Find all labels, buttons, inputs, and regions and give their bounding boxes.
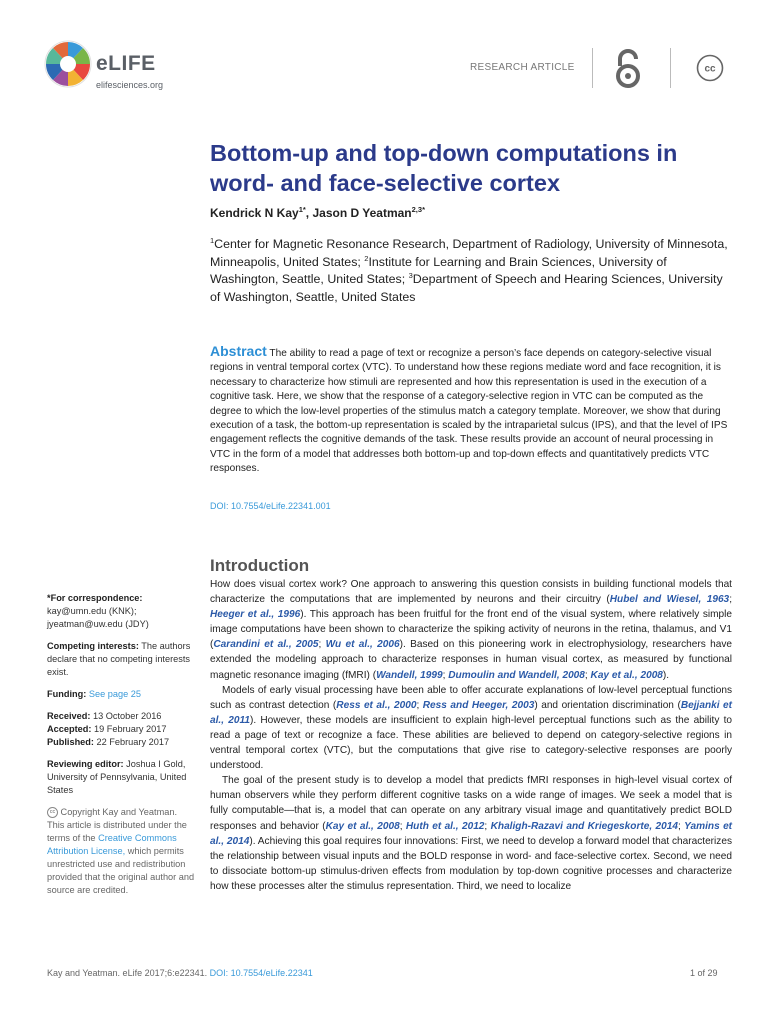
brand-name: eLIFE [96, 52, 156, 75]
competing-interests [47, 640, 195, 679]
citation-link[interactable]: Heeger et al., 1996 [210, 609, 301, 621]
intro-body [210, 577, 732, 894]
citation-link[interactable]: Huth et al., 2012 [405, 820, 485, 832]
correspondence [47, 592, 195, 631]
article-info-sidebar [47, 592, 195, 906]
received-date [47, 710, 195, 723]
info-text: which permits unrestricted use and redistribution provided that the original author and source are credited. [47, 846, 195, 895]
body-text: How does visual cortex work? One approach to answering this question consists in building functional models that characterize the computations that are implemented by neurons and their circuitry ( [210, 579, 732, 606]
info-text: 13 October 2016 [90, 711, 162, 721]
author-list [210, 206, 425, 220]
info-label: *For correspondence: [47, 593, 143, 603]
info-text: 19 February 2017 [91, 724, 167, 734]
elife-logo-icon [44, 40, 92, 88]
info-label: Reviewing editor: [47, 759, 124, 769]
body-text: ; [416, 699, 423, 711]
author-separator: , [305, 206, 313, 220]
author-name[interactable]: Kendrick N Kay [210, 206, 299, 220]
citation-link[interactable]: Wu et al., 2006 [325, 639, 400, 651]
affil-text: Institute for Learning and Brain Sciences, University of Washington, Seattle, United States; [210, 254, 667, 286]
affil-mark: 3 [408, 270, 413, 280]
citation-text: Kay and Yeatman. eLife 2017;6:e22341. [47, 968, 210, 978]
article-type-label: RESEARCH ARTICLE [470, 62, 575, 73]
citation-link[interactable]: Kay et al., 2008 [325, 820, 400, 832]
affil-mark: 2 [364, 253, 369, 263]
correspondence-emails[interactable]: kay@umn.edu (KNK); jyeatman@uw.edu (JDY) [47, 606, 149, 629]
citation-link[interactable]: Wandell, 1999 [376, 669, 443, 681]
body-text: ). [662, 669, 670, 681]
cc-license-icon [696, 54, 724, 82]
citation-link[interactable]: Yamins et al., 2014 [210, 820, 733, 847]
body-text: ; [442, 669, 449, 681]
abstract-text: The ability to read a page of text or recognize a person’s face depends on category-selective visual regions in ventral temporal cortex (VTC). To understand how these regions mediate word and face recognition, it is necessary to characterize how stimuli are represented and how this representation is used in the execution of a cognitive task. Here, we show that the response of a category-selective region in VTC can be computed as the degree to which the low-level properties of the stimulus match a category template. Moreover, we show that during execution of a task, the bottom-up representation is scaled by the intraparietal sulcus (IPS), and that the level of IPS engagement reflects the cognitive demands of the task. These results provide an account of neural processing in VTC in the form of a model that addresses both bottom-up and top-down effects and quantitatively predicts VTC responses. [210, 348, 728, 475]
copyright [47, 806, 195, 897]
citation-link[interactable]: Khaligh-Razavi and Kriegeskorte, 2014 [490, 820, 678, 832]
abstract [210, 344, 732, 477]
header-divider [592, 48, 593, 88]
author-name[interactable]: Jason D Yeatman [312, 206, 412, 220]
info-text: Copyright Kay and Yeatman. This article is distributed under the terms of the [47, 807, 187, 843]
info-text: The authors declare that no competing interests exist. [47, 641, 191, 677]
body-text: The goal of the present study is to develop a model that predicts fMRI responses in high-level visual cortex of human observers while they perform different cognitive tasks on a wide range of images. We seek a model that is fully computable—that is, a model that can operate on any arbitrary visual image and quantitatively predict BOLD responses and behavior ( [210, 775, 732, 832]
intro-heading: Introduction [210, 556, 310, 575]
info-label: Competing interests: [47, 641, 139, 651]
funding [47, 688, 195, 701]
header-divider [670, 48, 671, 88]
body-text: ; [318, 639, 326, 651]
reviewing-editor [47, 758, 195, 797]
citation-link[interactable]: Ress and Heeger, 2003 [422, 699, 535, 711]
abstract-doi-link[interactable]: DOI: 10.7554/eLife.22341.001 [210, 501, 331, 511]
published-date [47, 736, 195, 749]
citation-link[interactable]: Kay et al., 2008 [590, 669, 663, 681]
citation-link[interactable]: Carandini et al., 2005 [213, 639, 319, 651]
paragraph [210, 773, 732, 894]
funding-link[interactable]: See page 25 [88, 689, 141, 699]
accepted-date [47, 723, 195, 736]
citation-link[interactable]: Hubel and Wiesel, 1963 [609, 594, 730, 606]
info-label: Published: [47, 737, 94, 747]
affil-mark: 1 [210, 235, 215, 245]
body-text: ; [677, 820, 685, 832]
cc-text: cc [704, 63, 716, 75]
body-text: ; [729, 594, 732, 606]
citation-link[interactable]: Dumoulin and Wandell, 2008 [448, 669, 585, 681]
body-text: Models of early visual processing have been able to offer accurate explanations of low-level perceptual functions such as contrast detection ( [210, 684, 732, 711]
affil-text: Department of Speech and Hearing Sciences, University of Washington, Seattle, United States [210, 272, 723, 304]
author-affil-mark: 2,3* [411, 205, 425, 214]
citation-link[interactable]: Bejjanki et al., 2011 [210, 699, 733, 726]
cc-small-icon: cc [47, 807, 58, 818]
body-text: ). Based on this pioneering work in electrophysiology, researchers have extended the modeling approach to characterize responses in human visual cortex, as measured by functional magnetic resonance imaging (fMRI) ( [210, 639, 732, 681]
body-text: ; [399, 820, 406, 832]
paragraph [210, 683, 732, 774]
open-access-icon [610, 48, 646, 90]
site-url[interactable]: elifesciences.org [96, 80, 164, 90]
dates [47, 710, 195, 749]
body-text: ). Achieving this goal requires four innovations: First, we need to develop a forward model that characterizes the relationship between visual inputs and the BOLD response in word- and face-selective cortex. Second, we need to dissociate bottom-up stimulus-driven effects from modulation by top-down cognitive processes and characterize how these processes alter the stimulus representation. Third, we need to localize [210, 835, 732, 892]
affiliations [210, 236, 730, 306]
body-text: ). This approach has been fruitful for the front end of the visual system, where relatively simple image computations have been shown to characterize the spiking activity of neurons in the retina, thalamus, and V1 ( [210, 609, 733, 651]
info-label: Funding: [47, 689, 87, 699]
author-affil-mark: 1* [298, 205, 306, 214]
citation-link[interactable]: Ress et al., 2000 [336, 699, 417, 711]
body-text: ) and orientation discrimination ( [534, 699, 681, 711]
abstract-heading: Abstract [210, 343, 267, 359]
footer-doi-link[interactable]: DOI: 10.7554/eLife.22341 [209, 968, 313, 978]
license-link[interactable]: Creative Commons Attribution License, [47, 833, 177, 856]
body-text: ). However, these models are insufficient to explain high-level perceptual functions such as the ability to read a page of text or recognize a face. These abilities are believed to depend on category-selective regions in ventral temporal cortex (VTC), but the computations that give rise to category-selective responses are poorly understood. [210, 714, 733, 772]
body-text: ; [584, 669, 591, 681]
article-title: Bottom-up and top-down computations in word- and face-selective cortex [210, 140, 678, 196]
info-text: 22 February 2017 [93, 737, 170, 747]
info-label: Accepted: [47, 724, 92, 734]
affil-text: Center for Magnetic Resonance Research, Department of Radiology, University of Minnesota, Minneapolis, United States; [210, 237, 728, 269]
body-text: ; [484, 820, 491, 832]
footer-citation [47, 968, 313, 978]
info-text: Joshua I Gold, University of Pennsylvania, United States [47, 759, 187, 795]
page-number: 1 of 29 [690, 968, 718, 978]
info-label: Received: [47, 711, 91, 721]
paragraph [210, 577, 732, 683]
